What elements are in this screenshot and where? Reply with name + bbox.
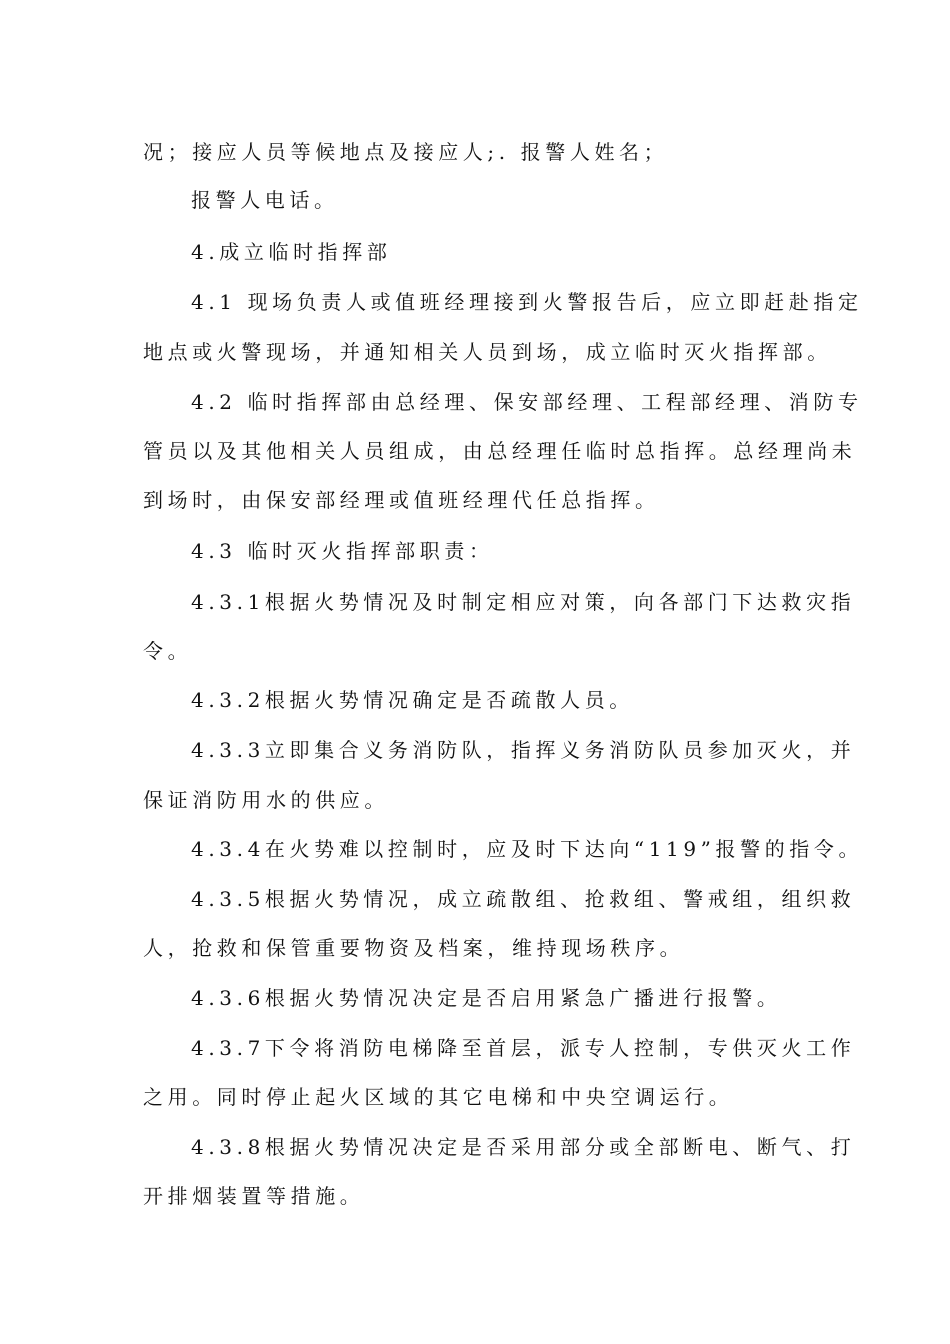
text-line: 4.3.5根据火势情况，成立疏散组、抢救组、警戒组，组织救 (191, 887, 856, 911)
text-line: 到场时，由保安部经理或值班经理代任总指挥。 (143, 488, 660, 512)
text-line: 4.3.6根据火势情况决定是否启用紧急广播进行报警。 (191, 986, 782, 1010)
text-line: 地点或火警现场，并通知相关人员到场，成立临时灭火指挥部。 (143, 340, 832, 364)
section-heading: 4.成立临时指挥部 (191, 240, 392, 264)
text-line: 4.2 临时指挥部由总经理、保安部经理、工程部经理、消防专 (191, 390, 863, 414)
text-line: 报警人电话。 (191, 188, 339, 212)
text-line: 4.3.8根据火势情况决定是否采用部分或全部断电、断气、打 (191, 1135, 856, 1159)
text-line: 人，抢救和保管重要物资及档案，维持现场秩序。 (143, 936, 685, 960)
text-line: 令。 (143, 639, 193, 663)
text-line: 4.3.2根据火势情况确定是否疏散人员。 (191, 688, 634, 712)
text-line: 4.1 现场负责人或值班经理接到火警报告后，应立即赶赴指定 (191, 290, 863, 314)
text-line: 4.3 临时灭火指挥部职责： (191, 539, 494, 563)
text-line: 4.3.4在火势难以控制时，应及时下达向“119”报警的指令。 (191, 837, 864, 861)
text-line: 4.3.1根据火势情况及时制定相应对策，向各部门下达救灾指 (191, 590, 856, 614)
text-line: 4.3.7下令将消防电梯降至首层，派专人控制，专供灭火工作 (191, 1036, 856, 1060)
text-line: 之用。同时停止起火区域的其它电梯和中央空调运行。 (143, 1085, 734, 1109)
text-line: 保证消防用水的供应。 (143, 788, 389, 812)
text-line: 开排烟装置等措施。 (143, 1184, 365, 1208)
text-line: 况；接应人员等候地点及接应人;. 报警人姓名； (143, 140, 669, 164)
text-line: 管员以及其他相关人员组成，由总经理任临时总指挥。总经理尚未 (143, 439, 857, 463)
text-line: 4.3.3立即集合义务消防队，指挥义务消防队员参加灭火，并 (191, 738, 856, 762)
